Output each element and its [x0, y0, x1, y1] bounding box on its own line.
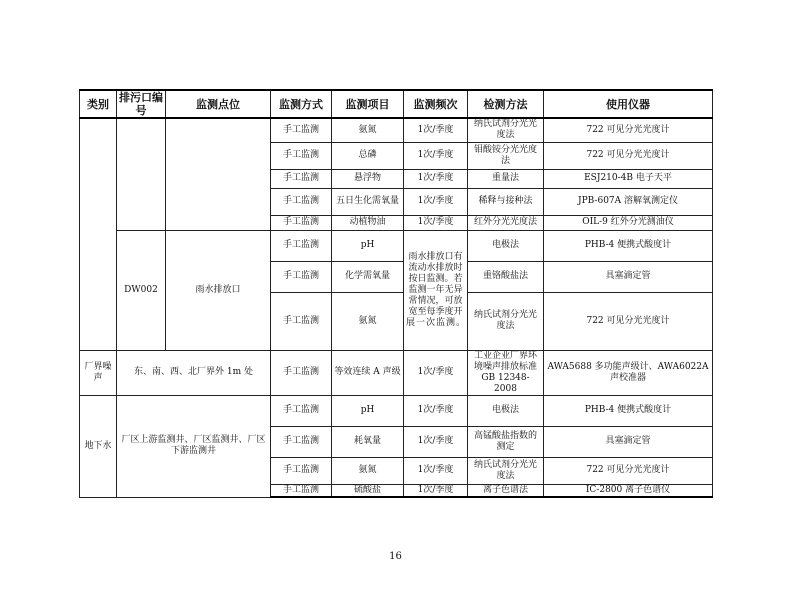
mode-cell: 手工监测: [271, 484, 332, 497]
method-cell: 纳氏试剂分光光度法: [468, 292, 544, 350]
method-cell: 高锰酸盐指数的测定: [468, 426, 544, 457]
mode-cell: 手工监测: [271, 118, 332, 142]
mode-cell: 手工监测: [271, 215, 332, 230]
table-row: [80, 118, 713, 142]
method-cell: 纳氏试剂分光光度法: [468, 457, 544, 484]
instrument-cell: 722 可见分光光度计: [544, 292, 713, 350]
instrument-cell: 具塞滴定管: [544, 261, 713, 292]
instrument-cell: 722 可见分光光度计: [544, 142, 713, 169]
item-cell: 氨氮: [332, 292, 404, 350]
mode-cell: 手工监测: [271, 230, 332, 261]
method-cell: 重量法: [468, 169, 544, 188]
item-cell: 化学需氧量: [332, 261, 404, 292]
item-cell: 硫酸盐: [332, 484, 404, 497]
item-cell: 悬浮物: [332, 169, 404, 188]
method-cell: 稀释与接种法: [468, 188, 544, 215]
point-cell-empty: [166, 118, 271, 230]
freq-cell: 1次/季度: [404, 188, 468, 215]
table-row: [80, 350, 713, 395]
item-cell: 耗氧量: [332, 426, 404, 457]
method-cell: 工业企业厂界环境噪声排放标准 GB 12348-2008: [468, 350, 544, 395]
header-monitoring-item: 监测项目: [332, 90, 404, 118]
mode-cell: 手工监测: [271, 292, 332, 350]
instrument-cell: PHB-4 便携式酸度计: [544, 395, 713, 426]
method-cell: 钼酸铵分光光度法: [468, 142, 544, 169]
item-cell: 氨氮: [332, 118, 404, 142]
mode-cell: 手工监测: [271, 426, 332, 457]
mode-cell: 手工监测: [271, 169, 332, 188]
freq-cell: 1次/季度: [404, 350, 468, 395]
outlet-cell-empty: [117, 118, 166, 230]
method-cell: 重铬酸盐法: [468, 261, 544, 292]
category-cell-empty: [80, 118, 117, 350]
mode-cell: 手工监测: [271, 395, 332, 426]
monitoring-point-cell: 厂区上游监测井、厂区监测井、厂区下游监测井: [117, 395, 271, 497]
instrument-cell: 722 可见分光光度计: [544, 118, 713, 142]
freq-cell: 1次/季度: [404, 426, 468, 457]
freq-cell: 1次/季度: [404, 484, 468, 497]
instrument-cell: OIL-9 红外分光测油仪: [544, 215, 713, 230]
method-cell: 电极法: [468, 230, 544, 261]
instrument-cell: IC-2800 离子色谱仪: [544, 484, 713, 497]
freq-cell: 1次/季度: [404, 169, 468, 188]
item-cell: 氨氮: [332, 457, 404, 484]
item-cell: pH: [332, 395, 404, 426]
header-instrument: 使用仪器: [544, 90, 713, 118]
header-monitoring-mode: 监测方式: [271, 90, 332, 118]
outlet-id-cell: DW002: [117, 230, 166, 350]
instrument-cell: 722 可见分光光度计: [544, 457, 713, 484]
frequency-note-cell: 雨水排放口有流动水排放时按日监测。若监测一年无异常情况，可放宽至每季度开展一次监测。: [404, 230, 468, 350]
monitoring-point-cell: 东、南、西、北厂界外 1m 处: [117, 350, 271, 395]
monitoring-table: [79, 89, 713, 498]
monitoring-point-cell: 雨水排放口: [166, 230, 271, 350]
mode-cell: 手工监测: [271, 457, 332, 484]
instrument-cell: AWA5688 多功能声级计、AWA6022A 声校准器: [544, 350, 713, 395]
item-cell: 五日生化需氧量: [332, 188, 404, 215]
table-row: [80, 230, 713, 261]
item-cell: 等效连续 A 声级: [332, 350, 404, 395]
freq-cell: 1次/季度: [404, 215, 468, 230]
freq-cell: 1次/季度: [404, 118, 468, 142]
category-cell: 厂界噪声: [80, 350, 117, 395]
method-cell: 纳氏试剂分光光度法: [468, 118, 544, 142]
header-outlet-id: 排污口编号: [117, 90, 166, 118]
instrument-cell: 具塞滴定管: [544, 426, 713, 457]
item-cell: pH: [332, 230, 404, 261]
table-row: [80, 395, 713, 426]
method-cell: 电极法: [468, 395, 544, 426]
instrument-cell: PHB-4 便携式酸度计: [544, 230, 713, 261]
page-number: 16: [389, 551, 402, 562]
mode-cell: 手工监测: [271, 142, 332, 169]
table-header-row: [80, 90, 713, 118]
header-category: 类别: [80, 90, 117, 118]
item-cell: 总磷: [332, 142, 404, 169]
item-cell: 动植物油: [332, 215, 404, 230]
header-monitoring-point: 监测点位: [166, 90, 271, 118]
method-cell: 红外分光光度法: [468, 215, 544, 230]
category-cell: 地下水: [80, 395, 117, 497]
method-cell: 离子色谱法: [468, 484, 544, 497]
mode-cell: 手工监测: [271, 261, 332, 292]
header-frequency: 监测频次: [404, 90, 468, 118]
mode-cell: 手工监测: [271, 350, 332, 395]
freq-cell: 1次/季度: [404, 457, 468, 484]
instrument-cell: JPB-607A 溶解氧测定仪: [544, 188, 713, 215]
mode-cell: 手工监测: [271, 188, 332, 215]
freq-cell: 1次/季度: [404, 395, 468, 426]
freq-cell: 1次/季度: [404, 142, 468, 169]
instrument-cell: ESJ210-4B 电子天平: [544, 169, 713, 188]
header-test-method: 检测方法: [468, 90, 544, 118]
